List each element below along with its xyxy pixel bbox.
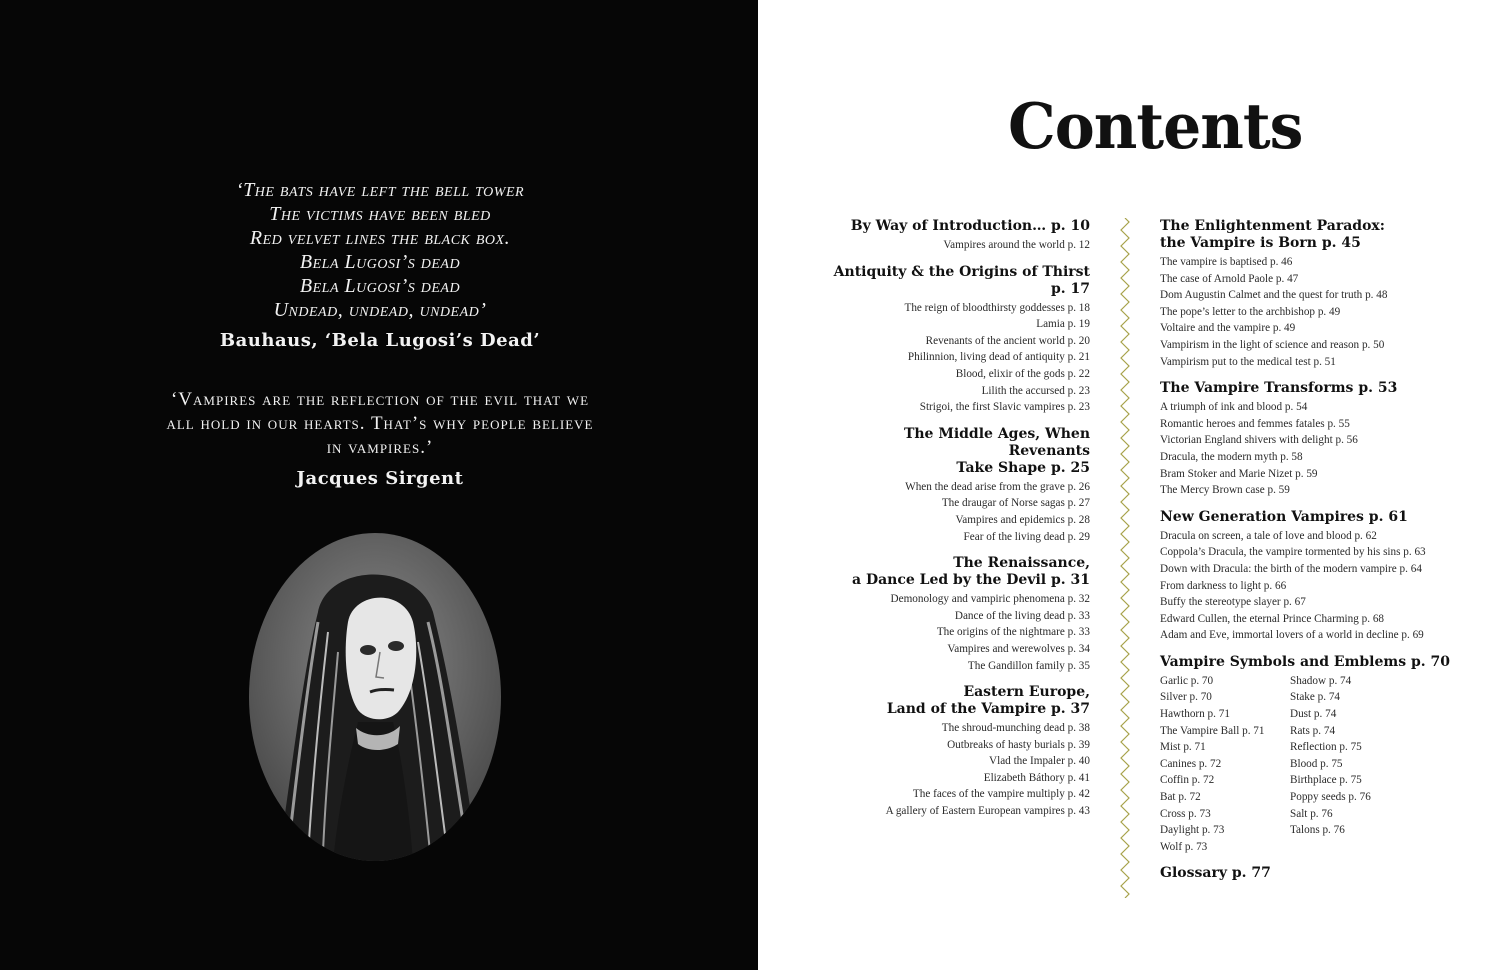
toc-entry: Romantic heroes and femmes fatales p. 55 <box>1160 417 1350 430</box>
toc-entry: Vampirism put to the medical test p. 51 <box>1160 355 1336 368</box>
toc-entry: Victorian England shivers with delight p. 56 <box>1160 434 1358 447</box>
toc-entry: Stake p. 74 <box>1290 691 1341 704</box>
toc-entry: Lilith the accursed p. 23 <box>981 384 1090 397</box>
toc-entry: Adam and Eve, immortal lovers of a world in decline p. 69 <box>1160 629 1424 642</box>
quote-line: all hold in our hearts. That’s why people believe <box>166 413 594 434</box>
toc-section <box>818 555 1090 674</box>
toc-entry: Demonology and vampiric phenomena p. 32 <box>890 593 1090 606</box>
toc-entry: The shroud-munching dead p. 38 <box>941 722 1090 735</box>
symbols-grid <box>1160 673 1490 856</box>
toc-entry: Hawthorn p. 71 <box>1160 708 1230 721</box>
epigraph-attribution: Jacques Sirgent <box>296 468 464 489</box>
toc-entry: The vampire is baptised p. 46 <box>1160 256 1293 268</box>
toc-section-title: The Renaissance, a Dance Led by the Devil p. 31 <box>852 555 1090 589</box>
toc-entry: The case of Arnold Paole p. 47 <box>1160 272 1299 285</box>
toc-entry: Coffin p. 72 <box>1160 774 1215 787</box>
quote-line: in vampires.’ <box>326 437 434 458</box>
symbols-column <box>1290 673 1420 856</box>
toc-entry: Buffy the stereotype slayer p. 67 <box>1160 596 1306 609</box>
toc-section <box>818 218 1090 254</box>
toc-entry: Talons p. 76 <box>1290 824 1345 837</box>
toc-entry: The Mercy Brown case p. 59 <box>1160 484 1290 497</box>
toc-entry: Revenants of the ancient world p. 20 <box>925 334 1090 347</box>
toc-entry: Fear of the living dead p. 29 <box>963 530 1090 543</box>
epigraph-attribution: Bauhaus, ‘Bela Lugosi’s Dead’ <box>219 330 541 351</box>
toc-section-title: The Vampire Transforms p. 53 <box>1160 380 1398 397</box>
toc-entry: Dust p. 74 <box>1290 708 1337 721</box>
toc-entry: From darkness to light p. 66 <box>1160 579 1287 592</box>
lyric-line: Red velvet lines the black box. <box>249 227 511 249</box>
toc-section-title: By Way of Introduction… p. 10 <box>850 218 1090 234</box>
toc-section <box>818 264 1090 416</box>
toc-entry: Vampires and epidemics p. 28 <box>955 513 1090 526</box>
toc-entry: Poppy seeds p. 76 <box>1290 791 1371 804</box>
page-title: Contents <box>1008 90 1303 164</box>
toc-entry: When the dead arise from the grave p. 26 <box>905 480 1090 493</box>
toc-entry: Lamia p. 19 <box>1036 318 1090 331</box>
toc-entry: Blood p. 75 <box>1290 757 1343 770</box>
toc-entry: Wolf p. 73 <box>1160 840 1208 853</box>
toc-entry: Dom Augustin Calmet and the quest for truth p. 48 <box>1160 289 1388 302</box>
symbols-column <box>1160 673 1290 856</box>
toc-section-glossary <box>1160 865 1490 882</box>
toc-entry: Dracula, the modern myth p. 58 <box>1160 450 1303 463</box>
toc-section-title: Vampire Symbols and Emblems p. 70 <box>1160 653 1450 670</box>
toc-entry: The Vampire Ball p. 71 <box>1160 724 1265 737</box>
lyric-line: ‘The bats have left the bell tower <box>235 179 525 201</box>
right-page <box>758 0 1500 970</box>
toc-entry: Canines p. 72 <box>1160 757 1222 770</box>
toc-entry: The draugar of Norse sagas p. 27 <box>941 497 1090 510</box>
toc-entry: Salt p. 76 <box>1290 807 1333 820</box>
lyric-line: Undead, undead, undead’ <box>273 299 487 321</box>
toc-section-title: Eastern Europe, Land of the Vampire p. 37 <box>886 684 1090 718</box>
toc-section <box>1160 509 1490 644</box>
toc-section <box>1160 380 1490 499</box>
toc-section <box>1160 218 1490 370</box>
toc-right-column <box>1160 218 1490 892</box>
ornamental-divider <box>1120 218 1130 898</box>
lyric-line: The victims have been bled <box>269 203 491 225</box>
toc-entry: The faces of the vampire multiply p. 42 <box>912 788 1090 801</box>
toc-entry: Strigoi, the first Slavic vampires p. 23 <box>919 401 1090 414</box>
toc-entry: Down with Dracula: the birth of the modern vampire p. 64 <box>1160 562 1422 575</box>
toc-entry: Outbreaks of hasty burials p. 39 <box>947 738 1090 751</box>
toc-entry: Voltaire and the vampire p. 49 <box>1160 322 1296 335</box>
epigraph-quote <box>80 388 680 489</box>
toc-entry: Rats p. 74 <box>1290 724 1336 737</box>
toc-entry: Blood, elixir of the gods p. 22 <box>955 367 1090 380</box>
toc-section-title: The Middle Ages, When Revenants Take Shape p. 25 <box>903 425 1090 476</box>
toc-entry: Silver p. 70 <box>1160 691 1212 704</box>
toc-entry: Shadow p. 74 <box>1290 674 1352 687</box>
toc-entry: Cross p. 73 <box>1160 807 1211 820</box>
toc-section <box>818 684 1090 820</box>
toc-section-title: New Generation Vampires p. 61 <box>1160 508 1408 525</box>
toc-entry: The reign of bloodthirsty goddesses p. 18 <box>904 301 1090 314</box>
toc-entry: A gallery of Eastern European vampires p. 43 <box>885 805 1090 818</box>
toc-entry: Dance of the living dead p. 33 <box>954 609 1090 622</box>
toc-entry: Garlic p. 70 <box>1160 674 1214 687</box>
toc-entry: A triumph of ink and blood p. 54 <box>1160 401 1308 414</box>
toc-entry: Bram Stoker and Marie Nizet p. 59 <box>1160 467 1318 480</box>
toc-entry: Edward Cullen, the eternal Prince Charming p. 68 <box>1160 612 1385 625</box>
toc-entry: Daylight p. 73 <box>1160 824 1225 837</box>
toc-entry: Vlad the Impaler p. 40 <box>989 755 1090 768</box>
toc-entry: Mist p. 71 <box>1160 741 1206 754</box>
lyric-line: Bela Lugosi’s dead <box>299 275 461 297</box>
toc-entry: Reflection p. 75 <box>1290 741 1362 754</box>
toc-entry: Coppola’s Dracula, the vampire tormented by his sins p. 63 <box>1160 546 1426 559</box>
toc-entry: Philinnion, living dead of antiquity p. 21 <box>907 351 1090 364</box>
toc-entry: The Gandillon family p. 35 <box>967 659 1090 672</box>
toc-entry: Vampires around the world p. 12 <box>943 239 1090 251</box>
toc-section-title: The Enlightenment Paradox: the Vampire is Born p. 45 <box>1160 218 1385 251</box>
toc-section <box>818 426 1090 545</box>
toc-section-symbols <box>1160 654 1490 856</box>
vampire-portrait-illustration <box>248 532 502 862</box>
toc-entry: The pope’s letter to the archbishop p. 49 <box>1160 305 1341 318</box>
toc-entry: Vampires and werewolves p. 34 <box>947 642 1090 655</box>
epigraph-song-lyrics <box>80 178 680 351</box>
toc-entry: Elizabeth Báthory p. 41 <box>983 771 1090 784</box>
toc-entry: Vampirism in the light of science and reason p. 50 <box>1160 338 1385 351</box>
toc-section-title: Glossary p. 77 <box>1160 865 1271 882</box>
toc-entry: Birthplace p. 75 <box>1290 774 1362 787</box>
toc-entry: The origins of the nightmare p. 33 <box>936 626 1090 639</box>
toc-entry: Bat p. 72 <box>1160 791 1201 804</box>
toc-left-column <box>818 218 1090 830</box>
toc-section-title: Antiquity & the Origins of Thirst p. 17 <box>833 263 1090 297</box>
toc-entry: Dracula on screen, a tale of love and blood p. 62 <box>1160 529 1377 542</box>
lyric-line: Bela Lugosi’s dead <box>299 251 461 273</box>
quote-line: ‘Vampires are the reflection of the evil that we <box>170 389 590 410</box>
